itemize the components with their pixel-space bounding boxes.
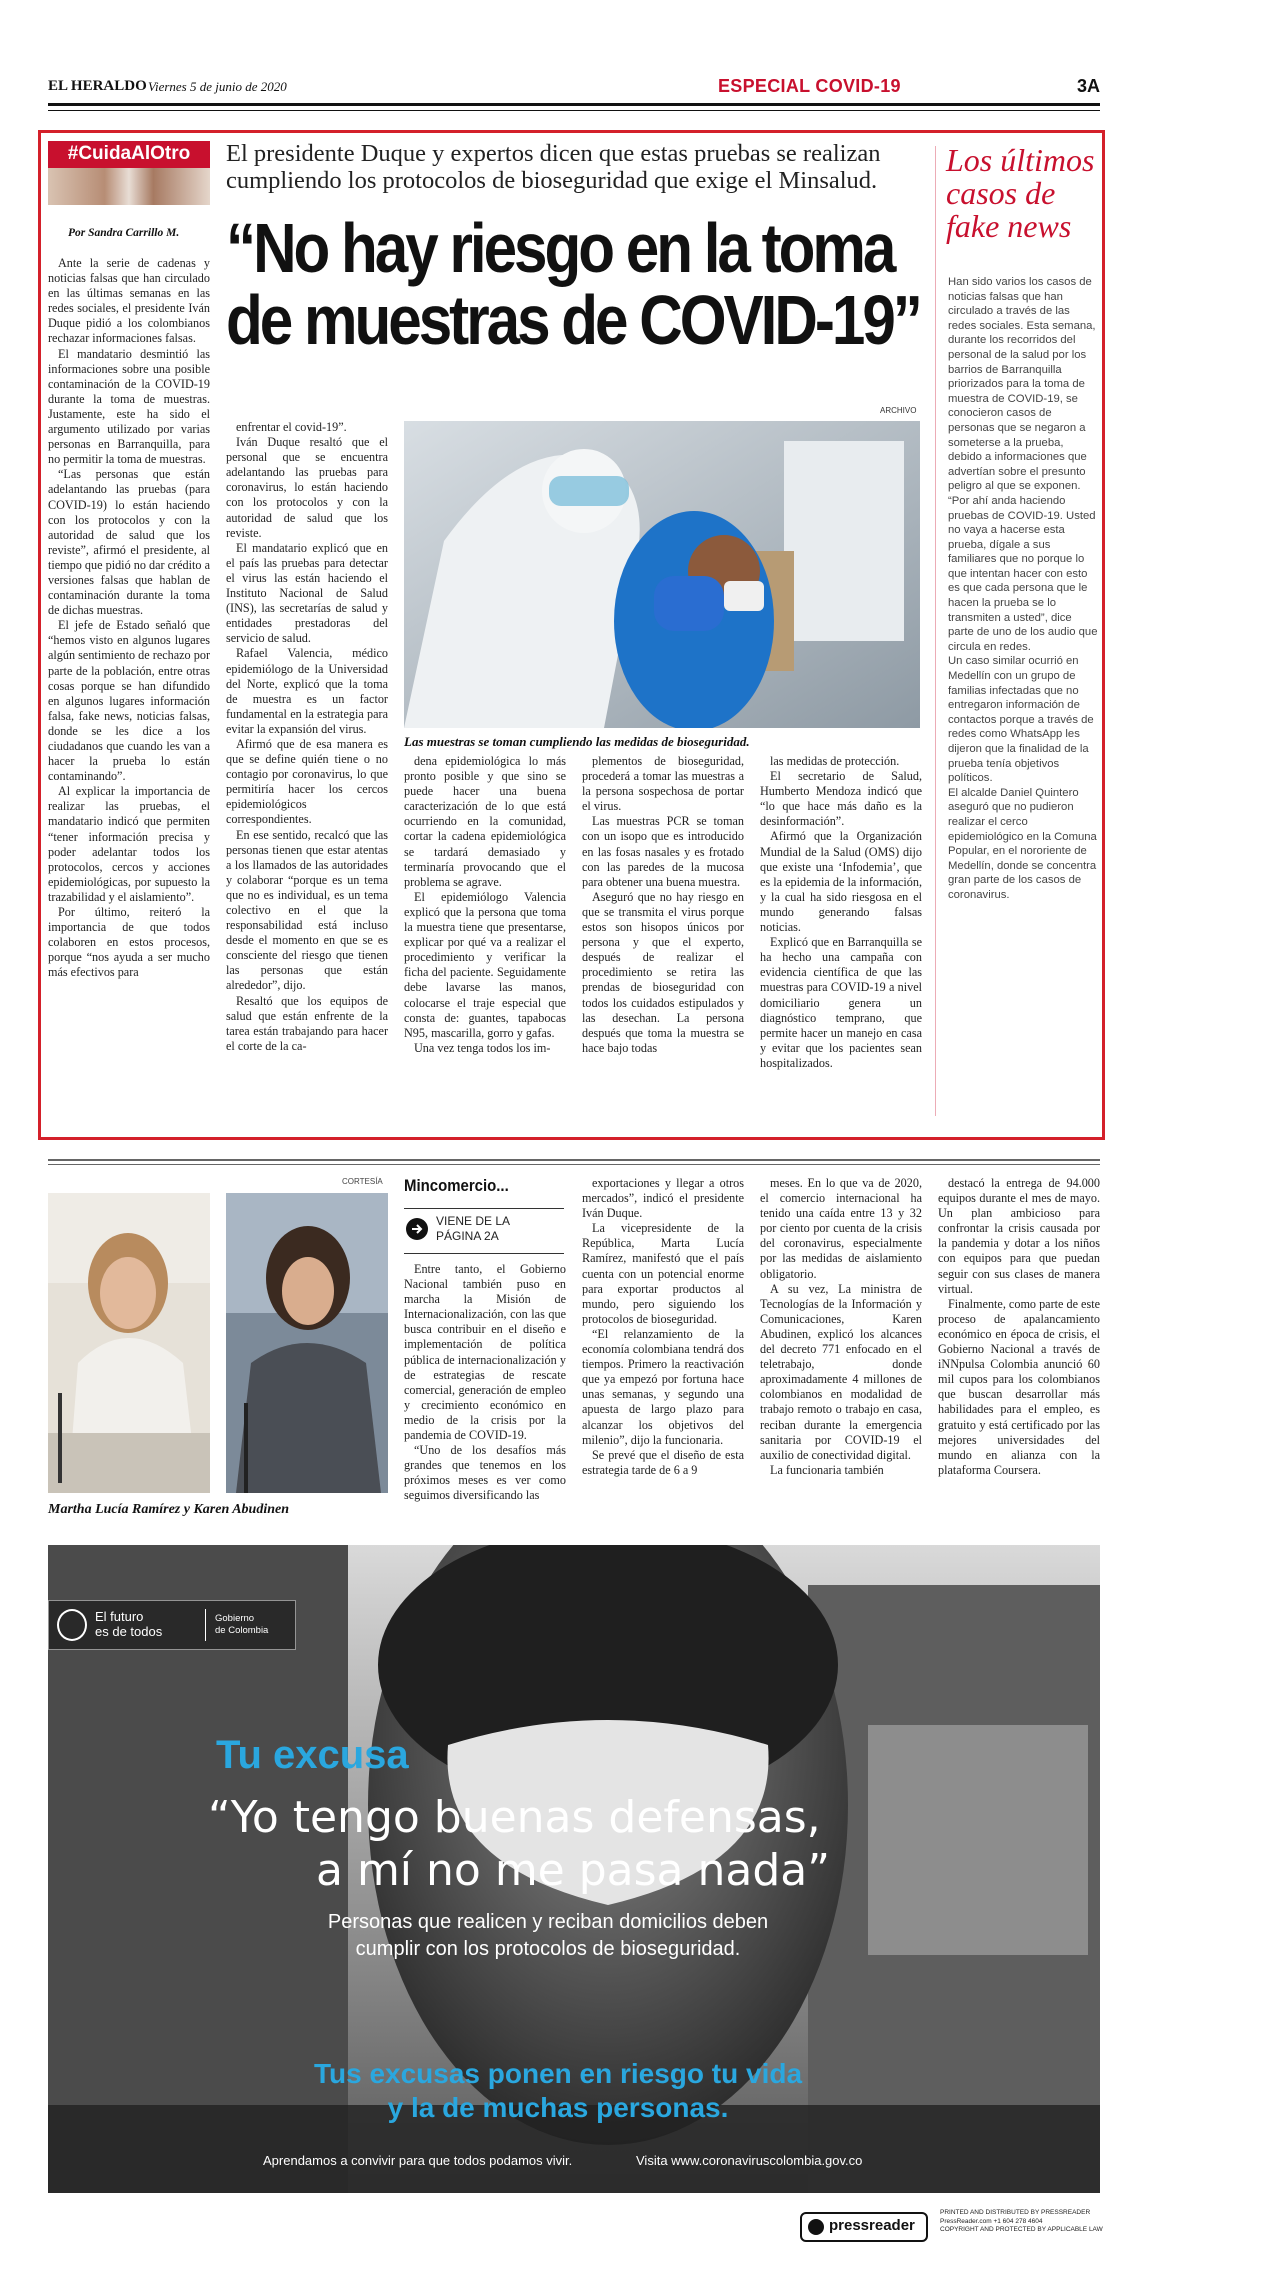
paragraph: dena epidemiológica lo más pronto posible y que sino se puede hacer una buena caracterización de lo que está ocurriendo en la comunidad, cortar la cadena epidemiológica se tardará demasiado y terminaría provocando que el problema se agrave. — [404, 754, 566, 889]
ad-excuse-label: Tu excusa — [216, 1733, 409, 1777]
coat-of-arms-icon — [57, 1609, 87, 1641]
paragraph: Rafael Valencia, médico epidemiólogo de la Universidad del Norte, explicó que la toma de muestra es un factor fundamental en la estrategia para evitar la expansión del virus. — [226, 646, 388, 736]
paragraph: destacó la entrega de 94.000 equipos durante el mes de mayo. Un plan ambicioso para confrontar la crisis causada por la pandemia y dotar a los niños con equipos para que puedan seguir con sus clases de manera virtual. — [938, 1176, 1100, 1296]
arrow-right-icon — [406, 1218, 428, 1240]
byline-prefix: Por — [68, 227, 86, 239]
paragraph: Al explicar la importancia de realizar las pruebas, el mandatario indicó que permiten “tener información precisa y poder adelantar todos los protocolos, cercos y acciones epidemiológicas, por supuesto la trazabilidad y el aislamiento”. — [48, 784, 210, 904]
paragraph: enfrentar el covid-19”. — [236, 420, 347, 434]
sidebar-title: Los últimos casos de fake news — [946, 142, 1095, 244]
ad-footer-slogan: Aprendamos a convivir para que todos podamos vivir. — [263, 2153, 573, 2168]
page-number: 3A — [1076, 76, 1100, 96]
section-rule-thin — [48, 1164, 1100, 1165]
pressreader-wordmark: pressreader — [829, 2217, 915, 2234]
logo-divider — [205, 1609, 206, 1641]
edition-date: Viernes 5 de junio de 2020 — [148, 79, 287, 94]
paragraph: exportaciones y llegar a otros mercados”, indicó el presidente Iván Duque. — [582, 1176, 744, 1221]
pressreader-notice — [940, 2209, 1103, 2235]
paragraph: “Las personas que están adelantando las pruebas (para COVID-19) lo están haciendo con los protocolos y con la autoridad de salud que los reviste”, afirmó el presidente, al tiempo que pidió no dar crédito a versiones falsas que hablan de contaminación durante la toma de dichas muestras. — [48, 467, 210, 618]
paragraph: Explicó que en Barranquilla se ha hecho una campaña con evidencia científica de que las muestras para COVID-19 a nivel domiciliario genera un diagnóstico temprano, que permite hacer un manejo en casa y evitar que los pacientes sean hospitalizados. — [760, 935, 922, 1070]
paragraph: El secretario de Salud, Humberto Mendoza indicó que “lo que hace más daño es la desinformación”. — [760, 769, 922, 829]
paragraph: En ese sentido, recalcó que las personas tienen que estar atentas a los llamados de las autoridades y colaborar “porque es un tema que no es individual, es un tema colectivo en el que la responsabilidad está incluso desde el momento en que se es consciente del riesgo que tienen las personas que están alrededor”, dijo. — [226, 827, 388, 993]
sidebar-divider — [935, 146, 936, 1116]
page-reference — [404, 1208, 564, 1254]
logo-slogan-line-1: El futuro — [95, 1609, 144, 1624]
story-column-5 — [760, 754, 922, 1071]
paragraph: El alcalde Daniel Quintero aseguró que no pudieron realizar el cerco epidemiológico en la Comuna Popular, en el nororiente de Medellín, donde se concentra gran parte de los casos de coronavirus. — [948, 786, 1097, 901]
story-column-4 — [582, 754, 744, 1056]
pressreader-line-1: PRINTED AND DISTRIBUTED BY PRESSREADER — [940, 2209, 1091, 2216]
logo-slogan-line-2: es de todos — [95, 1624, 163, 1639]
lower-photo-caption: Martha Lucía Ramírez y Karen Abudinen — [48, 1502, 290, 1517]
sidebar-body — [948, 275, 1098, 903]
paragraph: las medidas de protección. — [770, 754, 900, 768]
section-name: ESPECIAL COVID-19 — [718, 76, 901, 96]
paragraph: “Por ahí anda haciendo pruebas de COVID-19. Usted no vaya a hacerse esta prueba, dígale a sus familiares que no porque lo que intentan hacer con esto es que cada persona que le hacen la prueba se lo transmiten a usted”, dice parte de uno de los audio que circula en redes. — [948, 494, 1098, 653]
swab-test-photo — [404, 421, 920, 728]
lower-column-2 — [582, 1176, 744, 1478]
headline-line-2: de muestras de COVID-19” — [226, 281, 920, 359]
paragraph: El jefe de Estado señaló que “hemos visto en algunos lugares algún sentimiento de rechazo por parte de la población, entre otras cosas porque se han difundido en algunos lugares información falsa, fake news, noticias falsas, donde se les dice a los ciudadanos que cuando les van a hacer la prueba lo están contaminando”. — [48, 618, 210, 784]
photo-caption: Las muestras se toman cumpliendo las medidas de bioseguridad. — [404, 734, 750, 749]
paragraph: Afirmó que la Organización Mundial de la Salud (OMS) dijo que existe una ‘Infodemia’, que es la epidemia de la información, y la cual ha sido riesgosa en el mundo generando falsas noticias. — [760, 829, 922, 935]
paragraph: “Uno de los desafíos más grandes que tenemos en los próximos meses es ver como seguimos diversificando las — [404, 1443, 566, 1503]
hashtag-banner — [48, 141, 210, 205]
paragraph: El mandatario explicó que en el país las pruebas para detectar el virus las están haciendo el Instituto Nacional de Salud (INS), las secretarías de salud y entidades prestadoras del servicio de salud. — [226, 540, 388, 646]
photo-credit-lower: CORTESÍA — [342, 1177, 383, 1186]
paragraph: Un caso similar ocurrió en Medellín con un grupo de familias infectadas que no entregaron información de contactos porque a través de redes como WhatsApp les dijeron que la finalidad de la prueba tenía objetivos políticos. — [948, 655, 1094, 785]
header-divider — [48, 110, 1100, 111]
paragraph: Resaltó que los equipos de salud que están enfrente de la tarea están trabajando para hacer el corte de la ca- — [226, 993, 388, 1053]
ad-footer-link[interactable]: Visita www.coronaviruscolombia.gov.co — [636, 2153, 863, 2168]
paragraph: Afirmó que de esa manera es que se define quién tiene o no contagio por coronavirus, lo que permitiría hacer los cercos epidemiológicos correspondientes. — [226, 736, 388, 827]
paragraph: El epidemiólogo Valencia explicó que la persona que toma la muestra tiene que presentarse, explicar por qué va a realizar el procedimiento y verificar la ficha del paciente. Seguidamente debe lavarse las manos, colocarse el traje especial que consta de: guantes, tapabocas N95, mascarilla, gorro y gafas. — [404, 889, 566, 1040]
story-column-2 — [226, 420, 388, 1054]
government-logo — [48, 1600, 296, 1650]
paragraph: Iván Duque resaltó que el personal que se encuentra adelantando las pruebas para coronavirus, lo están haciendo con los protocolos y con la autoridad de salud que los reviste. — [226, 435, 388, 540]
paragraph: plementos de bioseguridad, procederá a tomar las muestras a la persona sospechosa de portar el virus. — [582, 754, 744, 814]
ad-subtext-line-1: Personas que realicen y reciban domicilios deben — [327, 1911, 769, 1933]
paragraph: Han sido varios los casos de noticias falsas que han circulado a través de las redes sociales. Esta semana, durante los recorridos del personal de la salud por los barrios de Barranquilla priorizados para la toma de muestra de COVID-19, se conocieron casos de personas que se negaron a someterse a la prueba, debido a informaciones que advertían sobre el presunto peligro al que se exponen. — [948, 276, 1096, 493]
ref-line-1: VIENE DE LA — [436, 1214, 511, 1228]
paragraph: “El relanzamiento de la economía colombiana tendrá dos tiempos. Primero la reactivación que ya empezó por fortuna hace unas semanas, y segundo una apuesta de largo plazo para alcanzar los objetivos del milenio”, dijo la funcionaria. — [582, 1326, 744, 1447]
section-rule — [48, 1159, 1100, 1161]
lower-column-3 — [760, 1176, 922, 1478]
paragraph: meses. En lo que va de 2020, el comercio internacional ha tenido una caída entre 13 y 32 por ciento por cuenta de la crisis del coronavirus, especialmente por las medidas de aislamiento obligatorio. — [760, 1176, 922, 1281]
paragraph: Una vez tenga todos los im- — [414, 1040, 551, 1055]
paragraph: Finalmente, como parte de este proceso de apalancamiento económico en época de crisis, el Gobierno Nacional a través de iNNpulsa Colombia anunció 60 mil cupos para los colombianos que buscan desarrollar más habilidades para el empleo, es gratuito y está certificado por las mejores universidades del mundo en alianza con la plataforma Coursera. — [938, 1296, 1100, 1477]
paragraph: Se prevé que el diseño de esta estrategia tarde de 6 a 9 — [582, 1447, 744, 1477]
paragraph: Entre tanto, el Gobierno Nacional también puso en marcha la Misión de Internacionalización, con las que busca contribuir en el diseño e implementación de política pública de internacionalización y de estrategias de rescate comercial, generación de empleo y crecimiento económico en medio de la crisis por la pandemia de COVID-19. — [404, 1262, 566, 1443]
ad-warning — [248, 2057, 868, 2125]
pressreader-logo — [800, 2212, 928, 2242]
ad-quote-line-2: a mí no me pasa nada” — [316, 1845, 831, 1896]
logo-government-line-2: de Colombia — [215, 1625, 269, 1636]
headline — [226, 209, 920, 359]
byline-author: Sandra Carrillo M. — [88, 227, 180, 239]
logo-slogan — [95, 1609, 162, 1639]
paragraph: Las muestras PCR se toman con un isopo que es introducido en las fosas nasales y es frotado con las paredes de la mucosa para obtener una buena muestra. — [582, 814, 744, 889]
ad-warning-line-2: y la de muchas personas. — [387, 2092, 729, 2123]
paragraph: La vicepresidente de la República, Marta Lucía Ramírez, manifestó que el país cuenta con un potencial enorme para exportar productos al mundo, pero siguiendo los protocolos de bioseguridad. — [582, 1221, 744, 1326]
government-ad — [48, 1545, 1100, 2193]
ad-warning-line-1: Tus excusas ponen en riesgo tu vida — [313, 2058, 803, 2089]
paragraph: Ante la serie de cadenas y noticias falsas que han circulado en las últimas semanas en las redes sociales, el presidente Iván Duque pidió a los colombianos rechazar informaciones falsas. — [48, 256, 210, 346]
martha-ramirez-photo — [48, 1193, 210, 1493]
paragraph: Por último, reiteró la importancia de que todos colaboren en estos procesos, porque “nos ayuda a ser mucho más efectivos para — [48, 905, 210, 980]
paragraph: La funcionaria también — [770, 1462, 884, 1477]
lower-column-1 — [404, 1262, 566, 1504]
pressreader-icon — [808, 2219, 824, 2235]
ref-line-2: PÁGINA 2A — [436, 1229, 499, 1243]
headline-line-1: “No hay riesgo en la toma — [226, 209, 894, 287]
paper-name: EL HERALDO — [48, 78, 147, 94]
masthead — [48, 76, 1100, 106]
lower-subheadline: Mincomercio... — [404, 1176, 509, 1195]
ad-subtext-line-2: cumplir con los protocolos de bioseguridad. — [355, 1938, 741, 1960]
logo-government-line-1: Gobierno — [215, 1613, 255, 1624]
ad-subtext — [268, 1909, 828, 1963]
paragraph: A su vez, La ministra de Tecnologías de la Información y Comunicaciones, Karen Abudinen, explicó los alcances del decreto 771 enfocado en el teletrabajo, donde aproximadamente 4 millones de colombianos en modalidad de trabajo remoto o trabajo en casa, reciban durante la emergencia sanitaria por COVID-19 el auxilio de conectividad digital. — [760, 1281, 922, 1462]
paragraph: El mandatario desmintió las informaciones sobre una posible contaminación de la COVID-19 durante la toma de muestras. Justamente, este ha sido el argumento utilizado por varias personas en Barranquilla, para no permitir la toma de muestras. — [48, 346, 210, 467]
byline — [68, 227, 179, 239]
paragraph: Aseguró que no hay riesgo en que se transmita el virus porque estos son hisopos únicos por persona y que el experto, después de realizar el procedimiento se retira las prendas de bioseguridad con todos los cuidados estipulados y las desechan. La persona después que toma la muestra se hace bajo todas — [582, 889, 744, 1055]
karen-abudinen-photo — [226, 1193, 388, 1493]
story-deck: El presidente Duque y expertos dicen que estas pruebas se realizan cumpliendo los protocolos de bioseguridad que exige el Minsalud. — [226, 140, 881, 194]
elbow-bump-photo — [48, 168, 210, 205]
page-reference-text — [436, 1214, 510, 1244]
photo-credit: ARCHIVO — [880, 406, 917, 415]
story-column-1 — [48, 256, 210, 981]
ad-quote-line-1: “Yo tengo buenas defensas, — [208, 1792, 821, 1843]
pressreader-line-2: PressReader.com +1 604 278 4604 — [940, 2217, 1043, 2225]
pressreader-line-3: COPYRIGHT AND PROTECTED BY APPLICABLE LAW — [940, 2226, 1103, 2233]
lower-column-4 — [938, 1176, 1100, 1478]
logo-government — [215, 1613, 268, 1637]
hashtag-label: #CuidaAlOtro — [67, 143, 191, 164]
story-column-3 — [404, 754, 566, 1056]
